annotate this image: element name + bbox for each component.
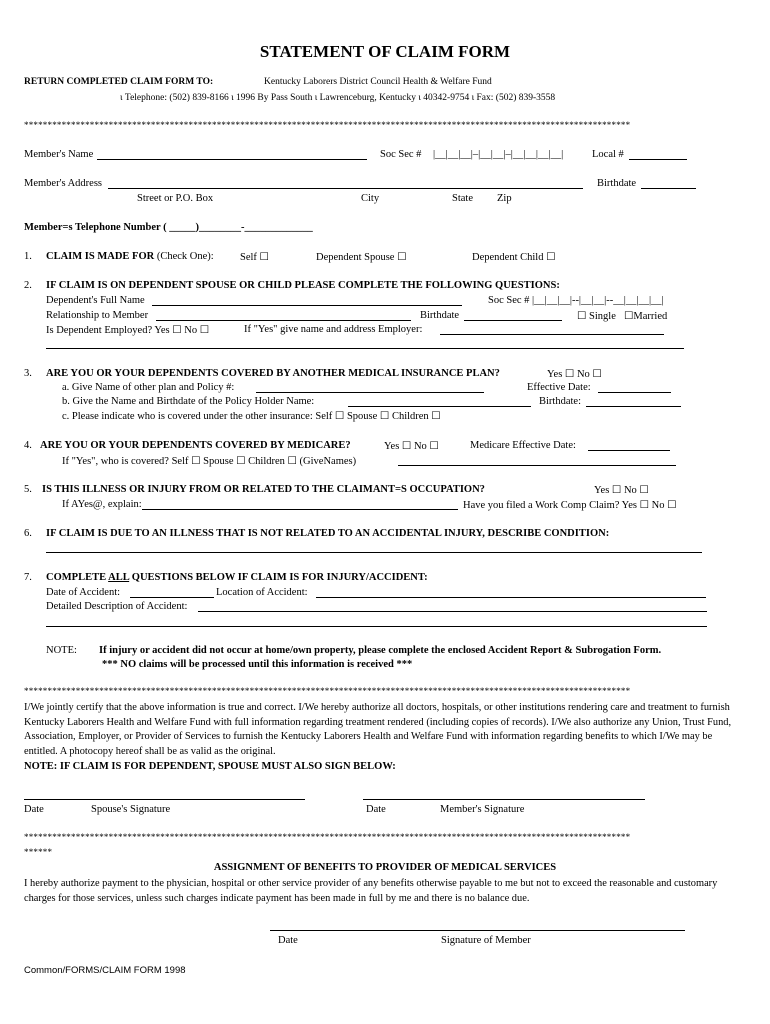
q1-self-checkbox[interactable]: Self ☐	[240, 252, 269, 263]
assignment-text: I hereby authorize payment to the physician, hospital or other service provider of any benefits otherwise payable to me but not to exceed the reasonable and customary charges for those services, unless such charges indicate payment has been made in full by me and there is no balance due.	[24, 878, 718, 904]
separator-stars: *********************************************************************************************************************************	[24, 120, 631, 130]
q3b-name-field[interactable]	[348, 397, 531, 407]
q3b-birthdate-label: Birthdate:	[539, 396, 581, 407]
q5-number: 5.	[24, 484, 32, 495]
q4-covered[interactable]: If "Yes", who is covered? Self ☐ Spouse ☐ Children ☐ (GiveNames)	[62, 456, 357, 467]
employer-field-line2[interactable]	[46, 339, 684, 349]
accident-location-field[interactable]	[316, 588, 706, 598]
dependent-birthdate-label: Birthdate	[420, 310, 460, 321]
soc-sec-field[interactable]: |__|__|__|–|__|__|–|__|__|__|__|	[433, 149, 564, 160]
local-field[interactable]	[629, 150, 687, 160]
birthdate-label: Birthdate	[597, 178, 637, 189]
member-name-field[interactable]	[97, 150, 367, 160]
member-name-label: Member's Name	[24, 149, 94, 160]
spouse-signature-line[interactable]	[24, 799, 305, 800]
q1-check-one: (Check One):	[154, 251, 214, 262]
q3-yes-no[interactable]: Yes ☐ No ☐	[547, 369, 602, 380]
member-signature-line[interactable]	[363, 799, 645, 800]
employer-field[interactable]	[440, 325, 664, 335]
q4-yes-no[interactable]: Yes ☐ No ☐	[384, 441, 439, 452]
q4-names-field[interactable]	[398, 456, 676, 466]
soc-sec-label: Soc Sec #	[380, 149, 422, 160]
q3a-effective-field[interactable]	[598, 383, 671, 393]
married-checkbox[interactable]: ☐Married	[624, 311, 668, 322]
dependent-employed[interactable]: Is Dependent Employed? Yes ☐ No ☐	[46, 325, 210, 336]
note-line1: If injury or accident did not occur at home/own property, please complete the enclosed Accident Report & Subrogation Form.	[99, 645, 662, 656]
note-line2: *** NO claims will be processed until this information is received ***	[102, 659, 413, 670]
q7-heading	[46, 572, 428, 583]
member-date-label: Date	[366, 804, 386, 815]
q3c-label[interactable]: c. Please indicate who is covered under the other insurance: Self ☐ Spouse ☐ Children ☐	[62, 411, 441, 422]
q6-number: 6.	[24, 528, 32, 539]
member-address-field[interactable]	[108, 179, 583, 189]
separator-stars-short: ******	[24, 847, 53, 857]
medicare-effective-label: Medicare Effective Date:	[470, 440, 576, 451]
q3-number: 3.	[24, 368, 32, 379]
q3a-field[interactable]	[256, 383, 484, 393]
certification-text: I/We jointly certify that the above information is true and correct. I/We hereby authorize all doctors, hospitals, or other institutions rendering care and treatment to furnish Kentucky Laborers Health and Welfare Fund with full information regarding treatment rendered (including copies of records). I/We also authorize any Union, Trust Fund, Association, Employer, or Provider of Services to furnish the Kentucky Laborers Health and Welfare Fund with information regarding benefits to which I/We may be entitled. A photocopy hereof shall be as valid as the original.	[24, 702, 732, 757]
q5-heading: IS THIS ILLNESS OR INJURY FROM OR RELATED TO THE CLAIMANT=S OCCUPATION?	[42, 484, 485, 495]
q1-child-checkbox[interactable]: Dependent Child ☐	[472, 252, 556, 263]
accident-description-label: Detailed Description of Accident:	[46, 601, 188, 612]
spouse-date-label: Date	[24, 804, 44, 815]
separator-stars-2: *********************************************************************************************************************************	[24, 686, 631, 696]
relationship-label: Relationship to Member	[46, 310, 149, 321]
assignment-signature-line[interactable]	[270, 930, 685, 931]
accident-date-field[interactable]	[130, 588, 214, 598]
dependent-name-label: Dependent's Full Name	[46, 295, 145, 306]
q7-heading-all: ALL	[108, 572, 130, 583]
street-label: Street or P.O. Box	[137, 193, 214, 204]
q1-text	[46, 251, 214, 262]
q1-number: 1.	[24, 251, 32, 262]
fund-name: Kentucky Laborers District Council Health & Welfare Fund	[264, 77, 492, 87]
assignment-heading: ASSIGNMENT OF BENEFITS TO PROVIDER OF MEDICAL SERVICES	[213, 862, 557, 873]
q2-number: 2.	[24, 280, 32, 291]
member-signature-label: Member's Signature	[440, 804, 525, 815]
work-comp-question[interactable]: Have you filed a Work Comp Claim? Yes ☐ No ☐	[463, 500, 677, 511]
footer-form-id: Common/FORMS/CLAIM FORM 1998	[24, 965, 186, 976]
q3-heading: ARE YOU OR YOUR DEPENDENTS COVERED BY ANOTHER MEDICAL INSURANCE PLAN?	[46, 368, 500, 379]
birthdate-field[interactable]	[641, 179, 696, 189]
q7-heading-b: QUESTIONS BELOW IF CLAIM IS FOR INJURY/ACCIDENT:	[129, 572, 428, 583]
q3a-label: a. Give Name of other plan and Policy #:	[62, 382, 235, 393]
assignment-signature-label: Signature of Member	[441, 935, 531, 946]
q5-explain-field[interactable]	[142, 500, 458, 510]
member-telephone[interactable]: Member=s Telephone Number ( _____)________-_____________	[24, 222, 313, 233]
accident-date-label: Date of Accident:	[46, 587, 121, 598]
employer-label: If "Yes" give name and address Employer:	[244, 324, 423, 335]
page-title: STATEMENT OF CLAIM FORM	[259, 42, 511, 61]
q6-heading: IF CLAIM IS DUE TO AN ILLNESS THAT IS NOT RELATED TO AN ACCIDENTAL INJURY, DESCRIBE CONDITION:	[46, 528, 610, 539]
city-label: City	[361, 193, 380, 204]
q4-heading: ARE YOU OR YOUR DEPENDENTS COVERED BY MEDICARE?	[40, 440, 351, 451]
member-address-label: Member's Address	[24, 178, 103, 189]
q2-heading: IF CLAIM IS ON DEPENDENT SPOUSE OR CHILD PLEASE COMPLETE THE FOLLOWING QUESTIONS:	[46, 280, 560, 291]
q5-yes-no[interactable]: Yes ☐ No ☐	[594, 485, 649, 496]
relationship-field[interactable]	[156, 311, 411, 321]
note-label: NOTE:	[46, 645, 77, 656]
q3b-label: b. Give the Name and Birthdate of the Policy Holder Name:	[62, 396, 315, 407]
dependent-name-field[interactable]	[152, 296, 462, 306]
separator-stars-3: *********************************************************************************************************************************	[24, 832, 631, 842]
spouse-signature-label: Spouse's Signature	[91, 804, 171, 815]
dependent-sign-note: NOTE: IF CLAIM IS FOR DEPENDENT, SPOUSE MUST ALSO SIGN BELOW:	[24, 761, 396, 772]
q3b-birthdate-field[interactable]	[586, 397, 681, 407]
local-label: Local #	[592, 149, 624, 160]
accident-location-label: Location of Accident:	[216, 587, 308, 598]
q1-spouse-checkbox[interactable]: Dependent Spouse ☐	[316, 252, 407, 263]
q4-number: 4.	[24, 440, 32, 451]
q6-condition-field[interactable]	[46, 543, 702, 553]
q3a-effective-label: Effective Date:	[527, 382, 591, 393]
dependent-birthdate-field[interactable]	[464, 311, 562, 321]
fund-contact-line: ι Telephone: (502) 839-8166 ι 1996 By Pass South ι Lawrenceburg, Kentucky ι 40342-9754 ι Fax: (502) 839-3558	[120, 93, 556, 103]
q5-explain-label: If AYes@, explain:	[62, 499, 142, 510]
assignment-date-label: Date	[278, 935, 298, 946]
dependent-soc-field[interactable]: Soc Sec # |__|__|__|--|__|__|--__|__|__|__|	[488, 295, 664, 306]
medicare-effective-field[interactable]	[588, 441, 670, 451]
q7-heading-a: COMPLETE	[46, 572, 109, 583]
q1-heading: CLAIM IS MADE FOR	[46, 251, 155, 262]
zip-label: Zip	[497, 193, 512, 204]
accident-description-field-line2[interactable]	[46, 617, 707, 627]
return-to-label: RETURN COMPLETED CLAIM FORM TO:	[24, 77, 214, 87]
q7-number: 7.	[24, 572, 32, 583]
single-checkbox[interactable]: ☐ Single	[577, 311, 616, 322]
accident-description-field[interactable]	[198, 602, 707, 612]
state-label: State	[452, 193, 473, 204]
